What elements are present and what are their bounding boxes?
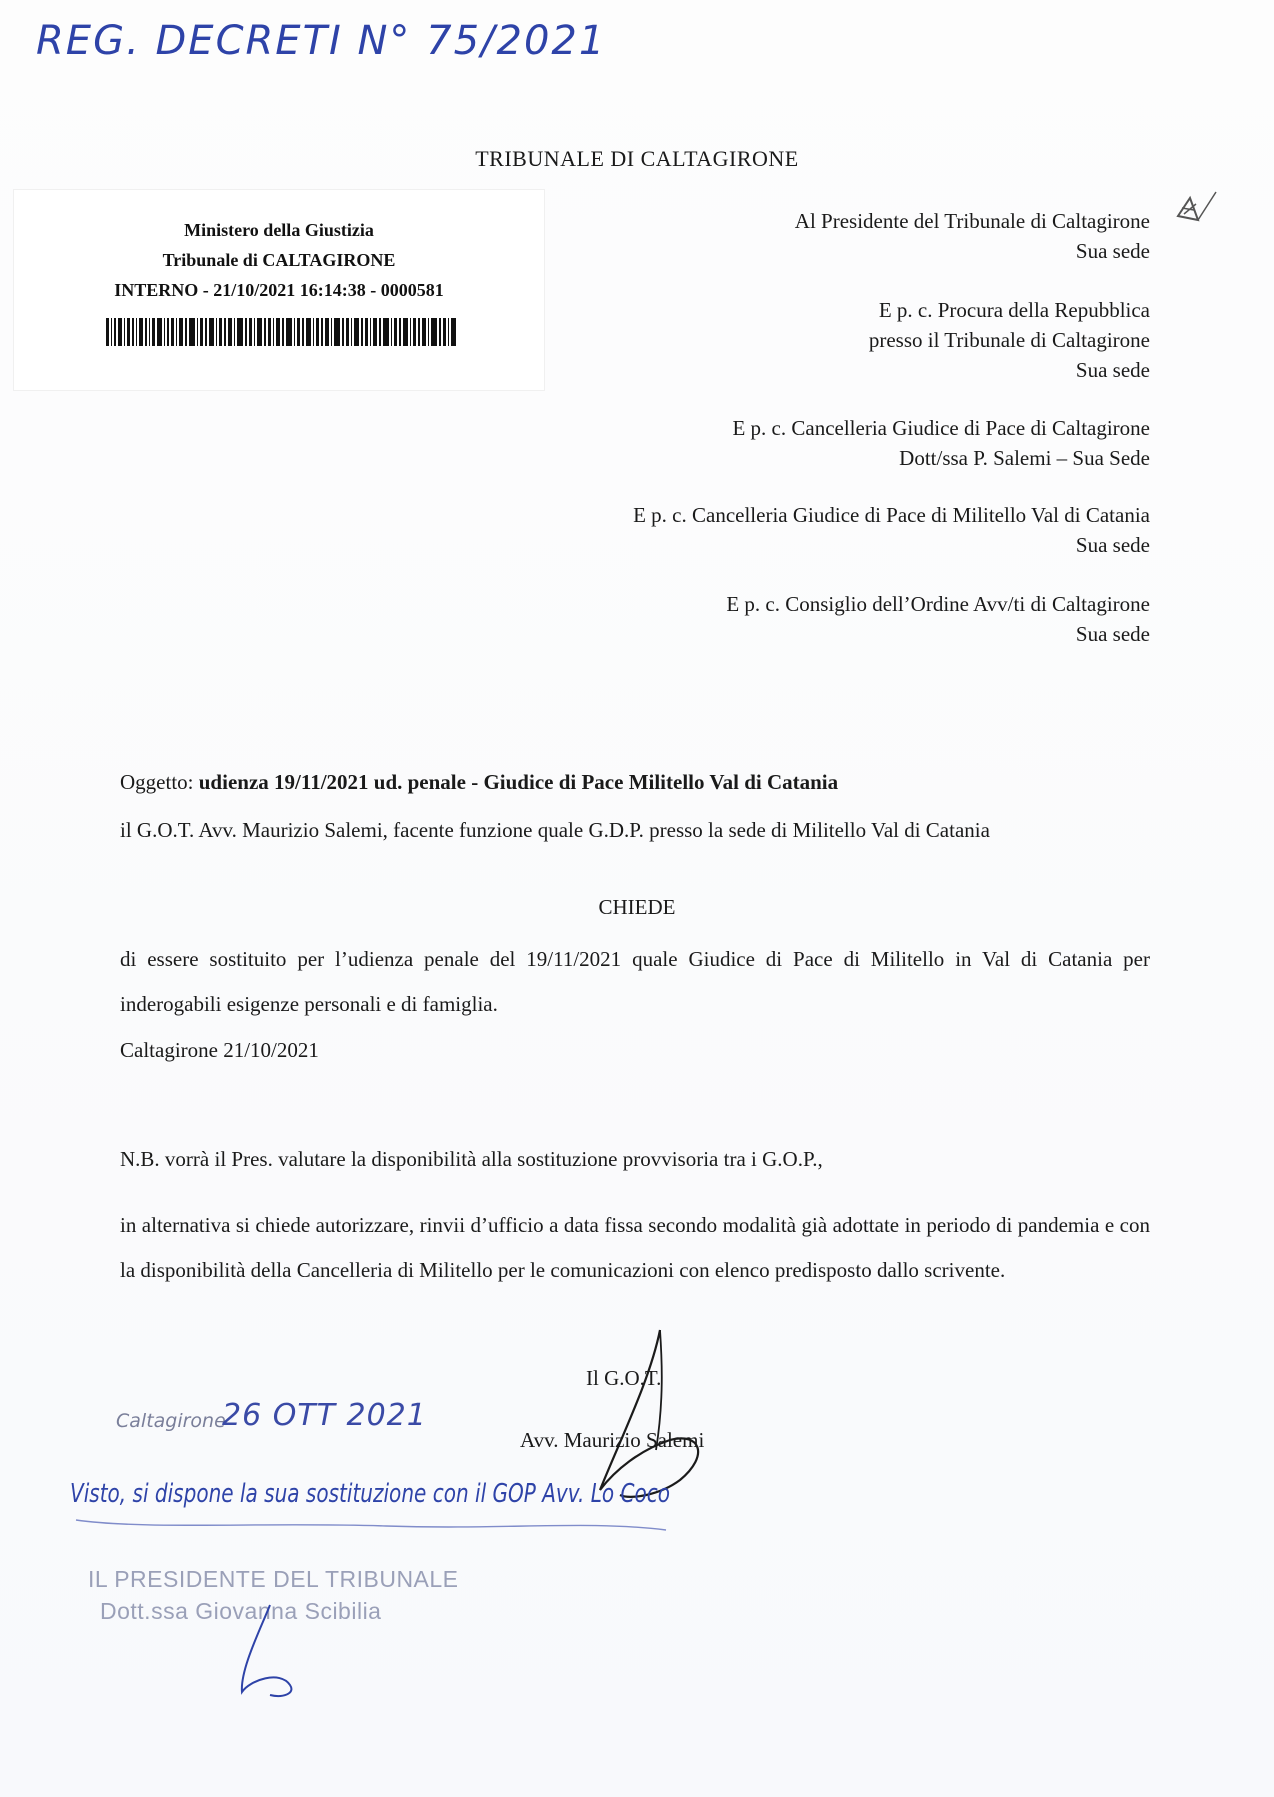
recipient-line: Sua sede bbox=[1075, 358, 1150, 382]
recipient-ordine-avvocati bbox=[726, 589, 1150, 649]
recipient-line: Sua sede bbox=[1075, 533, 1150, 557]
recipient-gdp-caltagirone bbox=[732, 413, 1150, 473]
recipient-president bbox=[795, 206, 1150, 266]
subject-line bbox=[120, 760, 1150, 805]
subject-label: Oggetto: bbox=[120, 770, 194, 794]
recipient-line: E p. c. Procura della Repubblica bbox=[878, 298, 1150, 322]
subject-text: udienza 19/11/2021 ud. penale - Giudice di Pace Militello Val di Catania bbox=[198, 770, 839, 794]
chiede-heading: CHIEDE bbox=[598, 895, 676, 919]
recipient-procura bbox=[869, 295, 1150, 385]
date-stamp-place: Caltagirone bbox=[116, 1410, 226, 1432]
request-paragraph: di essere sostituito per l’udienza penale del 19/11/2021 quale Giudice di Pace di Militello in Val di Catania per inderogabili esigenze personali e di famiglia. bbox=[120, 947, 1150, 1016]
recipient-line: Dott/ssa P. Salemi – Sua Sede bbox=[899, 446, 1150, 470]
alternative-paragraph: in alternativa si chiede autorizzare, rinvii d’ufficio a data fissa secondo modalità già adottate in periodo di pandemia e con la disponibilità della Cancelleria di Militello per le comunicazioni con elenco predisposto dallo scrivente. bbox=[120, 1213, 1150, 1282]
recipient-line: Al Presidente del Tribunale di Caltagirone bbox=[794, 209, 1150, 233]
signer-role: Il G.O.T. bbox=[586, 1366, 662, 1390]
intro-paragraph: il G.O.T. Avv. Maurizio Salemi, facente funzione quale G.D.P. presso la sede di Militello Val di Catania bbox=[120, 818, 990, 842]
president-stamp-name: Dott.ssa Giovanna Scibilia bbox=[100, 1598, 382, 1624]
handwritten-note-text: Visto, si dispone la sua sostituzione con il GOP Avv. Lo Coco bbox=[70, 1479, 670, 1509]
president-signature-icon bbox=[230, 1600, 310, 1700]
recipient-line: Sua sede bbox=[1075, 239, 1150, 263]
handwritten-register-note: REG. DECRETI N° 75/2021 bbox=[36, 18, 607, 64]
recipient-line: E p. c. Cancelleria Giudice di Pace di Militello Val di Catania bbox=[633, 503, 1150, 527]
protocol-stamp bbox=[14, 190, 544, 390]
date-line: Caltagirone 21/10/2021 bbox=[120, 1038, 319, 1062]
recipient-line: E p. c. Consiglio dell’Ordine Avv/ti di Caltagirone bbox=[726, 592, 1150, 616]
pen-mark-icon bbox=[1172, 184, 1218, 230]
stamp-ministry: Ministero della Giustizia bbox=[184, 220, 374, 240]
stamp-protocol-number: INTERNO - 21/10/2021 16:14:38 - 0000581 bbox=[114, 280, 444, 300]
date-stamp-date: 26 OTT 2021 bbox=[222, 1398, 427, 1433]
recipient-line: presso il Tribunale di Caltagirone bbox=[868, 328, 1150, 352]
president-stamp-title: IL PRESIDENTE DEL TRIBUNALE bbox=[88, 1566, 459, 1592]
barcode-icon bbox=[106, 318, 456, 346]
recipient-line: E p. c. Cancelleria Giudice di Pace di Caltagirone bbox=[732, 416, 1150, 440]
stamp-court: Tribunale di CALTAGIRONE bbox=[162, 250, 396, 270]
signer-name: Avv. Maurizio Salemi bbox=[520, 1428, 705, 1452]
recipient-line: Sua sede bbox=[1075, 622, 1150, 646]
president-handwritten-note bbox=[66, 1460, 706, 1570]
nb-paragraph: N.B. vorrà il Pres. valutare la disponibilità alla sostituzione provvisoria tra i G.O.P., bbox=[120, 1147, 823, 1171]
court-heading: TRIBUNALE DI CALTAGIRONE bbox=[475, 146, 799, 171]
recipient-gdp-militello bbox=[633, 500, 1150, 560]
